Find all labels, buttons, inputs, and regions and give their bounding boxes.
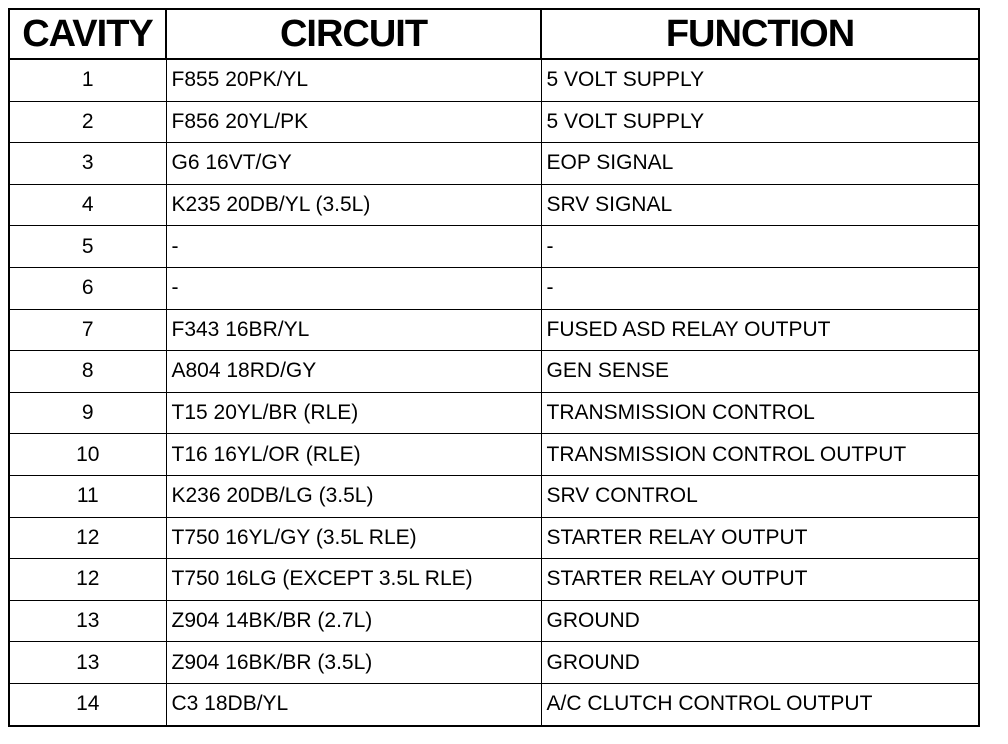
cavity-cell: 7 <box>9 309 166 351</box>
header-function: FUNCTION <box>541 9 979 59</box>
function-cell: EOP SIGNAL <box>541 143 979 185</box>
circuit-cell: - <box>166 226 541 268</box>
cavity-cell: 13 <box>9 642 166 684</box>
circuit-cell: G6 16VT/GY <box>166 143 541 185</box>
circuit-cell: F856 20YL/PK <box>166 101 541 143</box>
function-cell: STARTER RELAY OUTPUT <box>541 559 979 601</box>
cavity-cell: 12 <box>9 517 166 559</box>
table-row <box>9 101 979 143</box>
circuit-cell: K235 20DB/YL (3.5L) <box>166 184 541 226</box>
cavity-cell: 4 <box>9 184 166 226</box>
cavity-cell: 9 <box>9 392 166 434</box>
cavity-cell: 3 <box>9 143 166 185</box>
circuit-cell: - <box>166 267 541 309</box>
table-row <box>9 600 979 642</box>
cavity-cell: 10 <box>9 434 166 476</box>
function-cell: A/C CLUTCH CONTROL OUTPUT <box>541 683 979 725</box>
table-body <box>9 59 979 726</box>
table-row <box>9 434 979 476</box>
function-cell: GEN SENSE <box>541 351 979 393</box>
circuit-cell: Z904 16BK/BR (3.5L) <box>166 642 541 684</box>
function-cell: SRV SIGNAL <box>541 184 979 226</box>
header-row <box>9 9 979 59</box>
table-row <box>9 226 979 268</box>
table-row <box>9 59 979 101</box>
cavity-cell: 12 <box>9 559 166 601</box>
circuit-cell: Z904 14BK/BR (2.7L) <box>166 600 541 642</box>
table-row <box>9 392 979 434</box>
table-row <box>9 683 979 725</box>
circuit-cell: T750 16LG (EXCEPT 3.5L RLE) <box>166 559 541 601</box>
table-row <box>9 143 979 185</box>
table-row <box>9 351 979 393</box>
table-row <box>9 309 979 351</box>
header-cavity: CAVITY <box>9 9 166 59</box>
function-cell: 5 VOLT SUPPLY <box>541 59 979 101</box>
circuit-cell: F855 20PK/YL <box>166 59 541 101</box>
table-header <box>9 9 979 59</box>
cavity-cell: 13 <box>9 600 166 642</box>
cavity-cell: 11 <box>9 475 166 517</box>
circuit-cell: T750 16YL/GY (3.5L RLE) <box>166 517 541 559</box>
function-cell: STARTER RELAY OUTPUT <box>541 517 979 559</box>
function-cell: SRV CONTROL <box>541 475 979 517</box>
cavity-cell: 14 <box>9 683 166 725</box>
cavity-cell: 1 <box>9 59 166 101</box>
connector-pinout-table <box>8 8 980 727</box>
function-cell: FUSED ASD RELAY OUTPUT <box>541 309 979 351</box>
cavity-cell: 6 <box>9 267 166 309</box>
function-cell: TRANSMISSION CONTROL OUTPUT <box>541 434 979 476</box>
cavity-cell: 5 <box>9 226 166 268</box>
circuit-cell: C3 18DB/YL <box>166 683 541 725</box>
function-cell: TRANSMISSION CONTROL <box>541 392 979 434</box>
circuit-cell: T15 20YL/BR (RLE) <box>166 392 541 434</box>
table-row <box>9 517 979 559</box>
circuit-cell: K236 20DB/LG (3.5L) <box>166 475 541 517</box>
cavity-cell: 8 <box>9 351 166 393</box>
function-cell: GROUND <box>541 600 979 642</box>
function-cell: GROUND <box>541 642 979 684</box>
function-cell: - <box>541 226 979 268</box>
function-cell: - <box>541 267 979 309</box>
connector-pinout-sheet <box>8 8 978 738</box>
table-row <box>9 267 979 309</box>
table-row <box>9 184 979 226</box>
circuit-cell: F343 16BR/YL <box>166 309 541 351</box>
table-row <box>9 642 979 684</box>
circuit-cell: A804 18RD/GY <box>166 351 541 393</box>
table-row <box>9 559 979 601</box>
header-circuit: CIRCUIT <box>166 9 541 59</box>
table-row <box>9 475 979 517</box>
circuit-cell: T16 16YL/OR (RLE) <box>166 434 541 476</box>
cavity-cell: 2 <box>9 101 166 143</box>
function-cell: 5 VOLT SUPPLY <box>541 101 979 143</box>
